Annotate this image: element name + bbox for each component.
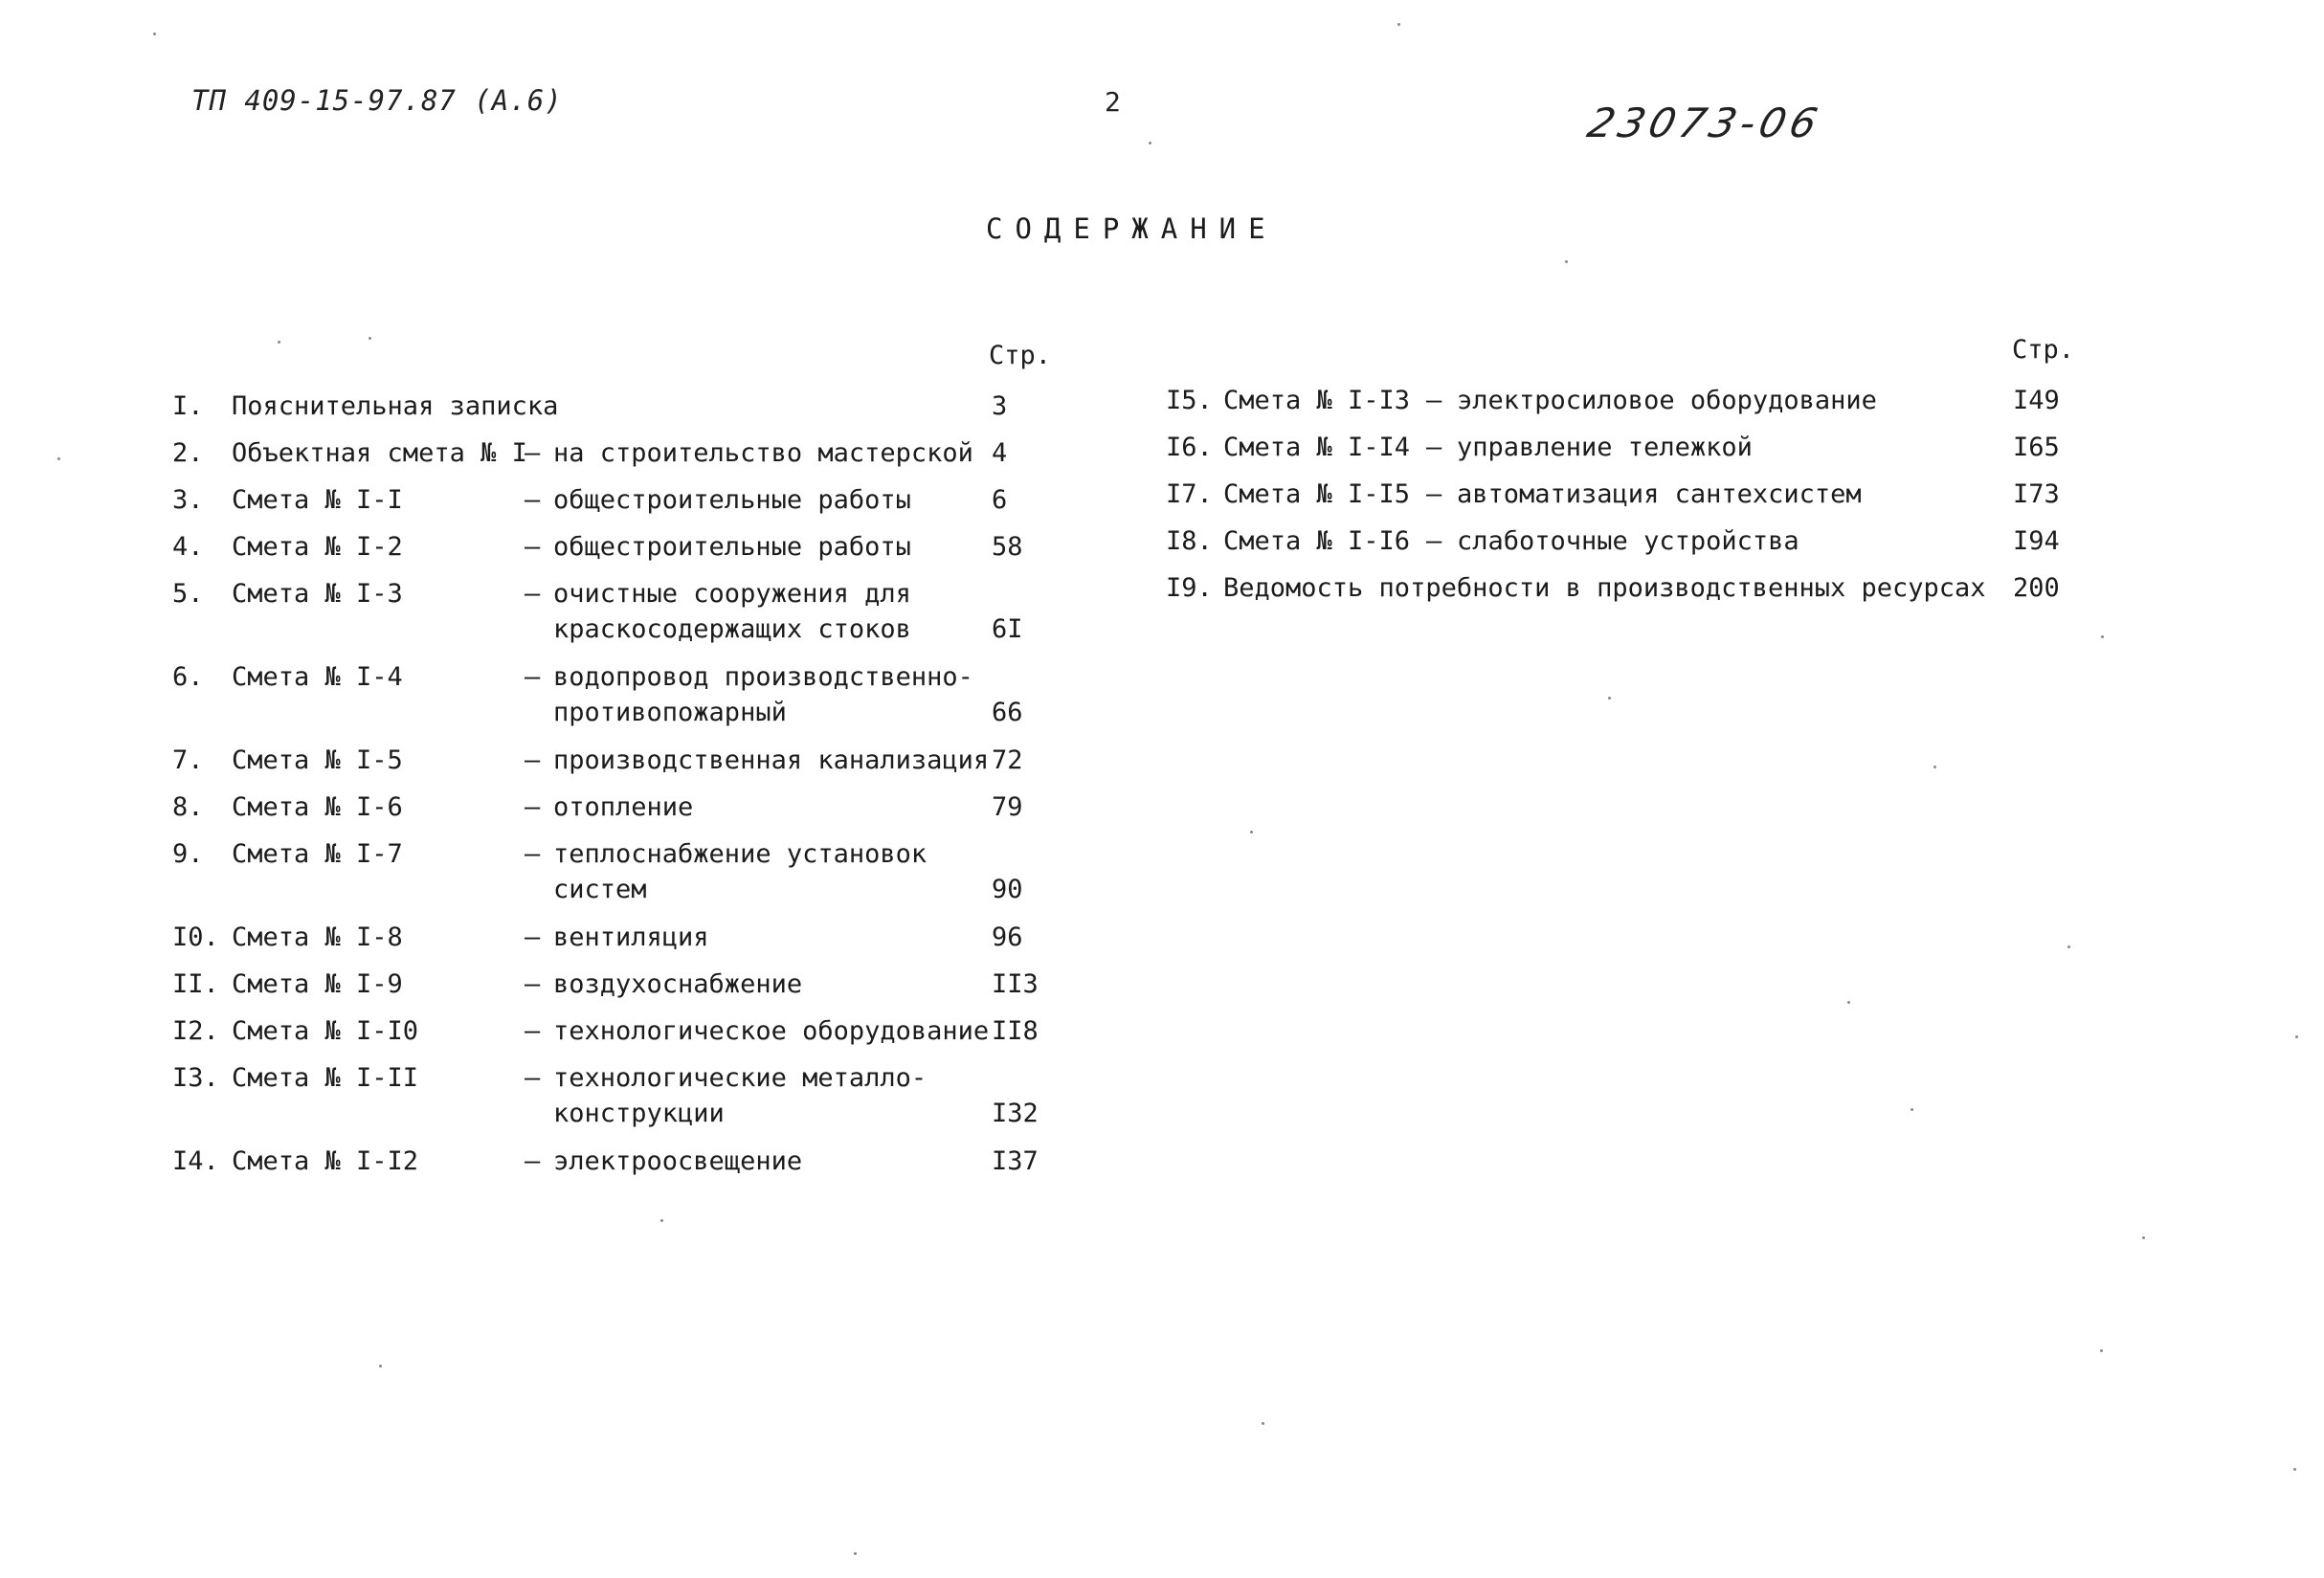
entry-page: II8 — [992, 1016, 1039, 1046]
entry-number: I8. — [1166, 526, 1213, 556]
entry-description: технологические металло- конструкции — [553, 1063, 927, 1128]
entry-label: Смета № I-I2 — [232, 1146, 419, 1176]
entry-description: воздухоснабжение — [553, 969, 803, 999]
entry-label: Смета № I-I3 — [1223, 386, 1411, 415]
entry-number: I. — [172, 391, 204, 421]
entry-page: I65 — [2013, 433, 2060, 462]
entry-page: II3 — [992, 969, 1039, 999]
entry-number: I9. — [1166, 573, 1213, 603]
entry-dash: – — [525, 922, 541, 952]
contents-entry — [1166, 523, 2123, 559]
entry-page: I73 — [2013, 479, 2060, 509]
entry-label: Ведомость потребности в производственных ресурсах — [1223, 573, 1986, 603]
entry-description: отопление — [553, 792, 694, 822]
contents-list-left — [172, 389, 1062, 1190]
entry-number: I2. — [172, 1016, 219, 1046]
page-column-header: Стр. — [989, 341, 1052, 370]
entry-page: I49 — [2013, 386, 2060, 415]
entry-label: Смета № I-8 — [232, 922, 403, 952]
entry-description: автоматизация сантехсистем — [1457, 479, 1862, 509]
entry-description: общестроительные работы — [553, 485, 911, 515]
entry-description: общестроительные работы — [553, 532, 911, 562]
entry-label: Смета № I-I5 — [1223, 479, 1411, 509]
entry-number: 6. — [172, 662, 204, 692]
entry-dash: – — [525, 792, 541, 822]
contents-entry — [172, 482, 1062, 518]
entry-page: I37 — [992, 1146, 1039, 1176]
entry-page: 90 — [992, 875, 1023, 904]
contents-list-right — [1166, 383, 2123, 617]
contents-entry — [172, 1144, 1062, 1179]
contents-entry — [172, 435, 1062, 471]
entry-number: 4. — [172, 532, 204, 562]
entry-page: 200 — [2013, 573, 2060, 603]
entry-page: I32 — [992, 1099, 1039, 1128]
entry-label: Смета № I-3 — [232, 579, 403, 609]
entry-number: I6. — [1166, 433, 1213, 462]
entry-page: 72 — [992, 745, 1023, 775]
entry-label: Смета № I-I — [232, 485, 403, 515]
entry-description: электроосвещение — [553, 1146, 803, 1176]
page-number: 2 — [1105, 86, 1121, 118]
entry-label: Смета № I-4 — [232, 662, 403, 692]
contents-entry — [1166, 383, 2123, 418]
entry-dash: – — [525, 485, 541, 515]
entry-number: I4. — [172, 1146, 219, 1176]
entry-label: Смета № I-I4 — [1223, 433, 1411, 462]
entry-number: II. — [172, 969, 219, 999]
entry-description: управление тележкой — [1457, 433, 1753, 462]
contents-entry — [1166, 477, 2123, 512]
inventory-number: 23073-06 — [1582, 100, 1827, 146]
entry-description: производственная канализация — [553, 745, 990, 775]
contents-entry — [172, 789, 1062, 825]
entry-number: I7. — [1166, 479, 1213, 509]
contents-entry — [172, 1060, 1062, 1131]
entry-label: Смета № I-7 — [232, 839, 403, 869]
entry-number: 3. — [172, 485, 204, 515]
contents-entry — [172, 920, 1062, 955]
contents-entry — [172, 659, 1062, 730]
entry-description: слаботочные устройства — [1457, 526, 1799, 556]
entry-label: Смета № I-I0 — [232, 1016, 419, 1046]
page-title: СОДЕРЖАНИЕ — [986, 212, 1278, 245]
entry-description: электросиловое оборудование — [1457, 386, 1877, 415]
entry-page: 66 — [992, 698, 1023, 727]
entry-number: I3. — [172, 1063, 219, 1093]
contents-entry — [172, 836, 1062, 907]
entry-label: Объектная смета № I — [232, 438, 527, 468]
entry-number: I0. — [172, 922, 219, 952]
entry-dash: – — [1426, 526, 1442, 556]
entry-dash: – — [525, 1146, 541, 1176]
contents-entry — [172, 1013, 1062, 1049]
entry-label: Пояснительная записка — [232, 391, 559, 421]
contents-entry — [172, 529, 1062, 565]
entry-number: I5. — [1166, 386, 1213, 415]
entry-description: теплоснабжение установок систем — [553, 839, 927, 904]
entry-page: I94 — [2013, 526, 2060, 556]
contents-entry — [1166, 570, 2123, 606]
entry-page: 58 — [992, 532, 1023, 562]
entry-description: на строительство мастерской — [553, 438, 973, 468]
entry-page: 79 — [992, 792, 1023, 822]
entry-label: Смета № I-5 — [232, 745, 403, 775]
contents-entry — [172, 576, 1062, 647]
entry-page: 96 — [992, 922, 1023, 952]
entry-dash: – — [525, 1063, 541, 1093]
entry-number: 5. — [172, 579, 204, 609]
contents-entry — [1166, 430, 2123, 465]
entry-description: водопровод производственно- противопожарный — [553, 662, 973, 727]
entry-number: 8. — [172, 792, 204, 822]
entry-description: технологическое оборудование — [553, 1016, 990, 1046]
contents-entry — [172, 967, 1062, 1002]
entry-page: 6I — [992, 614, 1023, 644]
entry-label: Смета № I-II — [232, 1063, 419, 1093]
entry-dash: – — [525, 745, 541, 775]
entry-description: вентиляция — [553, 922, 709, 952]
entry-dash: – — [525, 579, 541, 609]
contents-entry — [172, 743, 1062, 778]
entry-label: Смета № I-I6 — [1223, 526, 1411, 556]
entry-number: 2. — [172, 438, 204, 468]
entry-dash: – — [1426, 433, 1442, 462]
entry-dash: – — [525, 532, 541, 562]
entry-page: 6 — [992, 485, 1008, 515]
doc-code: ТП 409-15-97.87 (А.6) — [191, 84, 563, 117]
contents-entry — [172, 389, 1062, 424]
entry-dash: – — [525, 839, 541, 869]
entry-dash: – — [1426, 479, 1442, 509]
entry-dash: – — [525, 1016, 541, 1046]
entry-dash: – — [525, 438, 541, 468]
entry-number: 9. — [172, 839, 204, 869]
entry-page: 3 — [992, 391, 1008, 421]
page-column-header: Стр. — [2012, 335, 2075, 365]
entry-label: Смета № I-9 — [232, 969, 403, 999]
entry-label: Смета № I-2 — [232, 532, 403, 562]
entry-number: 7. — [172, 745, 204, 775]
entry-dash: – — [525, 969, 541, 999]
entry-description: очистные сооружения для краскосодержащих стоков — [553, 579, 911, 644]
entry-page: 4 — [992, 438, 1008, 468]
entry-dash: – — [525, 662, 541, 692]
entry-label: Смета № I-6 — [232, 792, 403, 822]
entry-dash: – — [1426, 386, 1442, 415]
